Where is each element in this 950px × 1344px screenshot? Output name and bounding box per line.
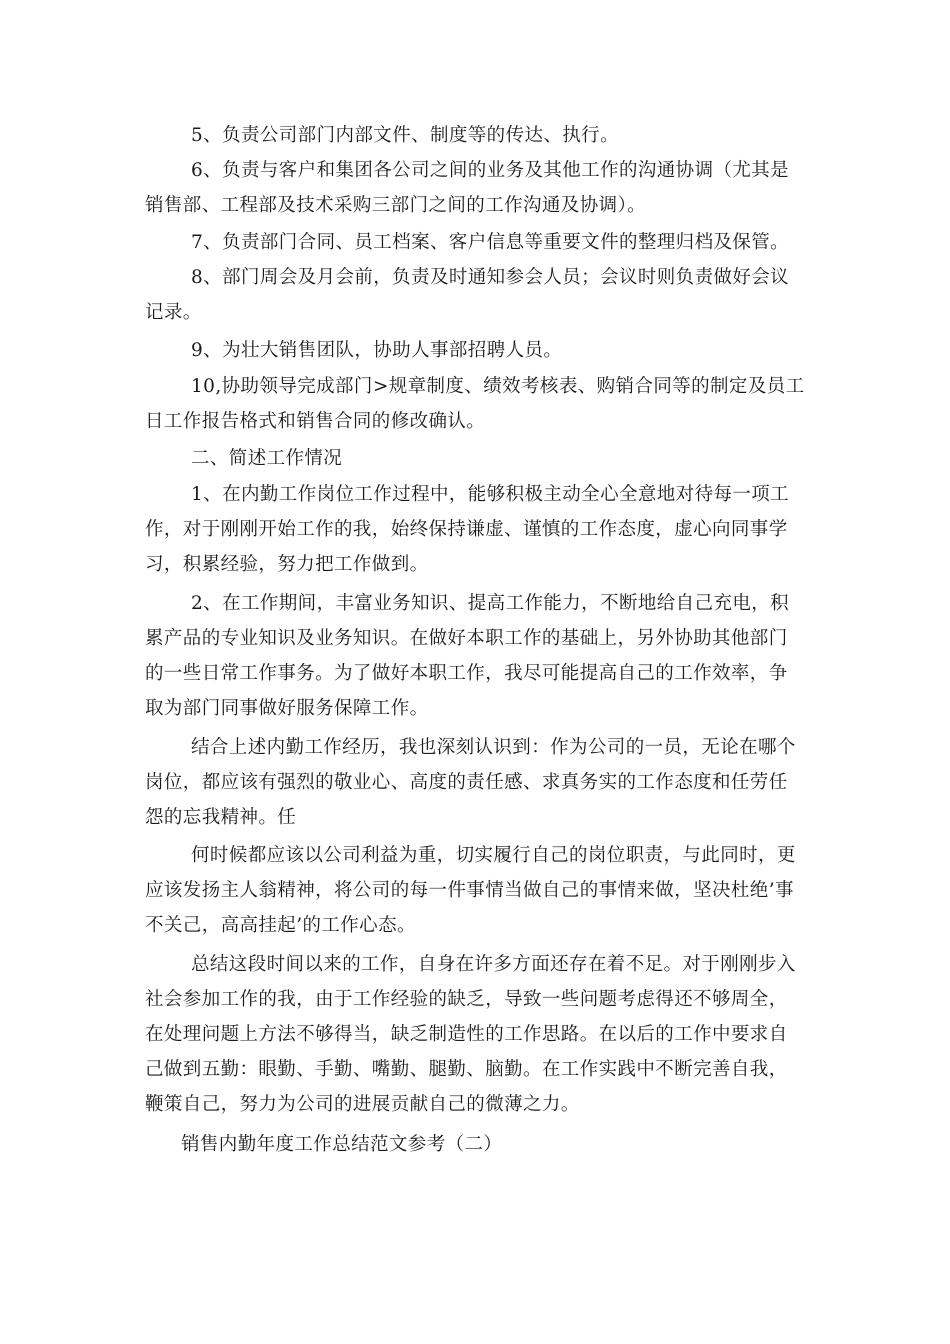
paragraph-duty-9: 9、为壮大销售团队，协助人事部招聘人员。: [191, 340, 563, 361]
section-heading: 二、简述工作情况: [191, 448, 343, 469]
paragraph-duty-6: 6、负责与客户和集团各公司之间的业务及其他工作的沟通协调（尤其是销售部、工程部及技术采购三部门之间的工作沟通及协调）。: [145, 160, 790, 216]
next-article-title: 销售内勤年度工作总结范文参考（二）: [181, 1134, 503, 1155]
paragraph-duty-7: 7、负责部门合同、员工档案、客户信息等重要文件的整理归档及保管。: [191, 232, 790, 253]
paragraph-reflection: 结合上述内勤工作经历，我也深刻认识到：作为公司的一员，无论在哪个岗位，都应该有强烈的敬业心、高度的责任感、求真务实的工作态度和任劳任怨的忘我精神。任: [145, 737, 796, 828]
paragraph-summary: 总结这段时间以来的工作，自身在许多方面还存在着不足。对于刚刚步入社会参加工作的我，由于工作经验的缺乏，导致一些问题考虑得还不够周全，在处理问题上方法不够得当，缺乏制造性的工作思路。在以后的工作中要求自己做到五勤：眼勤、手勤、嘴勤、腿勤、脑勤。在工作实践中不断完善自我，鞭策自己，努力为公司的进展贡献自己的微薄之力。: [145, 954, 796, 1115]
paragraph-work-2: 2、在工作期间，丰富业务知识、提高工作能力，不断地给自己充电，积累产品的专业知识及业务知识。在做好本职工作的基础上，另外协助其他部门的一些日常工作事务。为了做好本职工作，我尽可能提高自己的工作效率，争取为部门同事做好服务保障工作。: [145, 593, 790, 719]
paragraph-duty-8: 8、部门周会及月会前，负责及时通知参会人员；会议时则负责做好会议记录。: [145, 267, 790, 323]
paragraph-duty-10: 10,协助领导完成部门>规章制度、绩效考核表、购销合同等的制定及员工日工作报告格式和销售合同的修改确认。: [145, 376, 805, 432]
paragraph-work-1: 1、在内勤工作岗位工作过程中，能够积极主动全心全意地对待每一项工作，对于刚刚开始工作的我，始终保持谦虚、谨慎的工作态度，虚心向同事学习，积累经验，努力把工作做到。: [145, 484, 790, 575]
paragraph-duty-5: 5、负责公司部门内部文件、制度等的传达、执行。: [191, 125, 619, 146]
paragraph-continuation: 何时候都应该以公司利益为重，切实履行自己的岗位职责，与此同时，更应该发扬主人翁精神，将公司的每一件事情当做自己的事情来做，坚决杜绝’事不关己，高高挂起’的工作心态。: [145, 845, 796, 936]
